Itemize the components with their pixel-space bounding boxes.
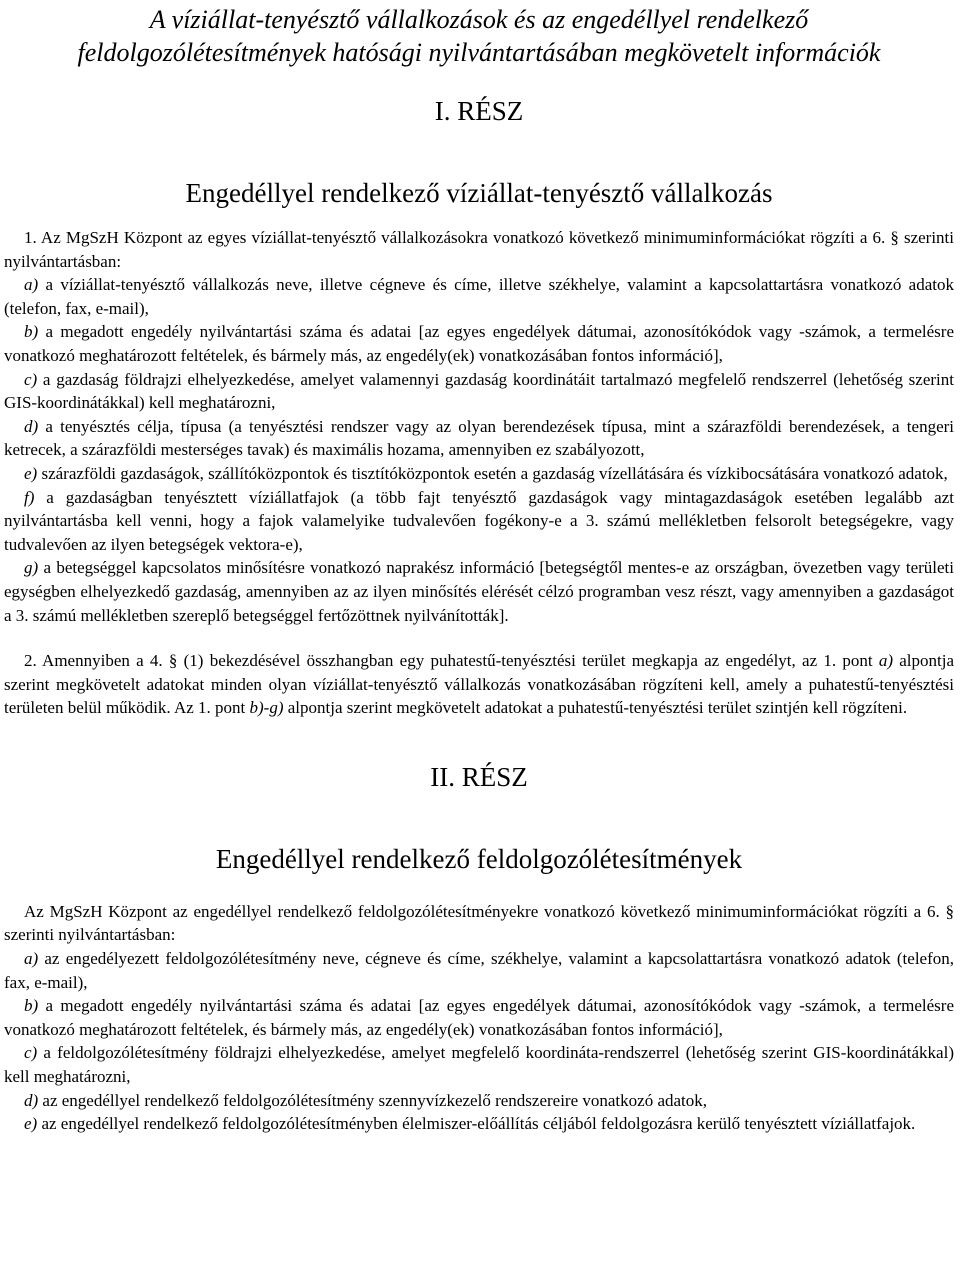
item-text: szárazföldi gazdaságok, szállítóközpontok és tisztítóközpontok esetén a gazdaság vízellátására és vízkibocsátására vonatkozó adatok, <box>37 463 948 483</box>
item-letter: c) <box>24 1043 38 1063</box>
paragraph-2-ref-b-g: b)-g) <box>249 698 284 718</box>
item-letter: e) <box>24 463 38 483</box>
part-1-item-g <box>4 556 954 627</box>
part-2-item-list <box>4 947 954 1136</box>
item-text: a tenyésztés célja, típusa (a tenyésztési rendszer vagy az olyan berendezések típusa, mint a szárazföldi berendezések, a tengeri ketrecek, a szárazföldi mesterséges tavak) és maximális hozama, amennyiben ez szabályozott, <box>4 416 954 460</box>
item-letter: d) <box>24 1090 39 1110</box>
item-letter: f) <box>24 487 35 507</box>
item-letter: d) <box>24 416 39 436</box>
item-text: a gazdaság földrajzi elhelyezkedése, amelyet valamennyi gazdaság koordinátáit tartalmazó megfelelő rendszerrel (lehetőség szerint GIS-koordinátákkal) kell meghatározni, <box>4 369 954 413</box>
item-text: az engedéllyel rendelkező feldolgozólétesítményben élelmiszer-előállítás céljából feldolgozásra kerülő tenyésztett víziállatfajok. <box>37 1114 916 1134</box>
item-text: a feldolgozólétesítmény földrajzi elhelyezkedése, amelyet megfelelő koordináta-rendszerrel (lehetőség szerint GIS-koordinátákkal) kell meghatározni, <box>4 1043 954 1087</box>
paragraph-2-text-1: 2. Amennyiben a 4. § (1) bekezdésével összhangban egy puhatestű-tenyésztési terület megkapja az engedélyt, az 1. pont <box>24 651 879 671</box>
item-letter: e) <box>24 1114 38 1134</box>
part-1-item-d <box>4 415 954 462</box>
part-1-item-a <box>4 273 954 320</box>
paragraph-2-ref-a: a) <box>878 651 893 671</box>
item-letter: a) <box>24 275 39 295</box>
document-title-line-1: A víziállat-tenyésztő vállalkozások és az engedéllyel rendelkező <box>149 5 809 34</box>
item-text: a megadott engedély nyilvántartási száma és adatai [az egyes engedélyek dátumai, azonosítókódok vagy -számok, a termelésre vonatkozó meghatározott feltételek, és bármely más, az engedély(ek) vonatkozásában fontos információ], <box>4 322 954 365</box>
paragraph-2-text-2: alpontja szerint megkövetelt adatokat minden olyan víziállat-tenyésztő vállalkozás vonatkozásában rögzíteni kell, amely a puhatestű-tenyésztési területen belül működik. Az 1. pont <box>4 651 955 718</box>
part-1-heading: I. RÉSZ <box>434 96 524 126</box>
item-text: az engedéllyel rendelkező feldolgozólétesítmény szennyvízkezelő rendszereire vonatkozó adatok, <box>38 1090 708 1110</box>
item-text: a gazdaságban tenyésztett víziállatfajok (a több fajt tenyésztő gazdaságok vagy mintagazdaságok esetében legalább azt nyilvántartásba kell venni, hogy a fajok valamelyike tudvalevően fogékony-e a 3. számú mellékletben felsorolt betegségekre, vagy tudvalevően az ilyen betegségek vektora-e), <box>4 487 954 554</box>
part-1-item-list <box>4 273 954 627</box>
part-2-section-title: Engedéllyel rendelkező feldolgozólétesítmények <box>215 843 743 874</box>
item-text: az engedélyezett feldolgozólétesítmény neve, cégneve és címe, székhelye, valamint a kapcsolattartásra vonatkozó adatok (telefon, fax, e-mail), <box>4 949 954 992</box>
part-1-section-title: Engedéllyel rendelkező víziállat-tenyésztő vállalkozás <box>185 178 773 208</box>
item-text: a víziállat-tenyésztő vállalkozás neve, illetve cégneve és címe, illetve székhelye, valamint a kapcsolattartásra vonatkozó adatok (telefon, fax, e-mail), <box>4 275 954 318</box>
part-2-heading: II. RÉSZ <box>430 761 528 792</box>
item-letter: g) <box>24 558 39 578</box>
part-2-intro: Az MgSzH Központ az engedéllyel rendelkező feldolgozólétesítményekre vonatkozó következő minimuminformációkat rögzíti a 6. § szerinti nyilvántartásban: <box>4 901 954 945</box>
part-1-item-c <box>4 368 954 415</box>
document-title-line-2: feldolgozólétesítmények hatósági nyilvántartásában megkövetelt információk <box>77 38 881 67</box>
part-2-item-e <box>4 1112 954 1136</box>
part-2-item-a <box>4 947 954 994</box>
item-text: a betegséggel kapcsolatos minősítésre vonatkozó naprakész információ [betegségtől mentes-e az országban, övezetben vagy területi egységben elhelyezkedő gazdaság, amennyiben az az ilyen minősítés elérését célzó programban vesz részt, vagy amennyiben a gazdaságot a 3. számú mellékletben szereplő betegséggel fertőzöttnek nyilvánították]. <box>4 558 954 625</box>
item-letter: b) <box>24 322 39 342</box>
part-2-item-b <box>4 994 954 1041</box>
part-1-paragraph-2 <box>4 649 954 720</box>
part-1-paragraph-1-intro: 1. Az MgSzH Központ az egyes víziállat-tenyésztő vállalkozásokra vonatkozó következő minimuminformációkat rögzíti a 6. § szerinti nyilvántartásban: <box>4 228 954 271</box>
part-1-item-f <box>4 486 954 557</box>
item-letter: b) <box>24 996 39 1016</box>
part-1-item-e <box>4 462 954 486</box>
item-letter: a) <box>24 949 39 969</box>
paragraph-2-text-3: alpontja szerint megkövetelt adatokat a puhatestű-tenyésztési terület szintjén kell rögzíteni. <box>283 698 908 718</box>
part-2-item-c <box>4 1041 954 1088</box>
item-text: a megadott engedély nyilvántartási száma és adatai [az egyes engedélyek dátumai, azonosítókódok vagy -számok, a termelésre vonatkozó meghatározott feltételek, és bármely más, az engedély(ek) vonatkozásában fontos információ], <box>4 996 954 1039</box>
item-letter: c) <box>24 369 38 389</box>
part-2-item-d <box>4 1089 954 1113</box>
part-1-item-b <box>4 320 954 367</box>
document-title <box>4 0 954 69</box>
